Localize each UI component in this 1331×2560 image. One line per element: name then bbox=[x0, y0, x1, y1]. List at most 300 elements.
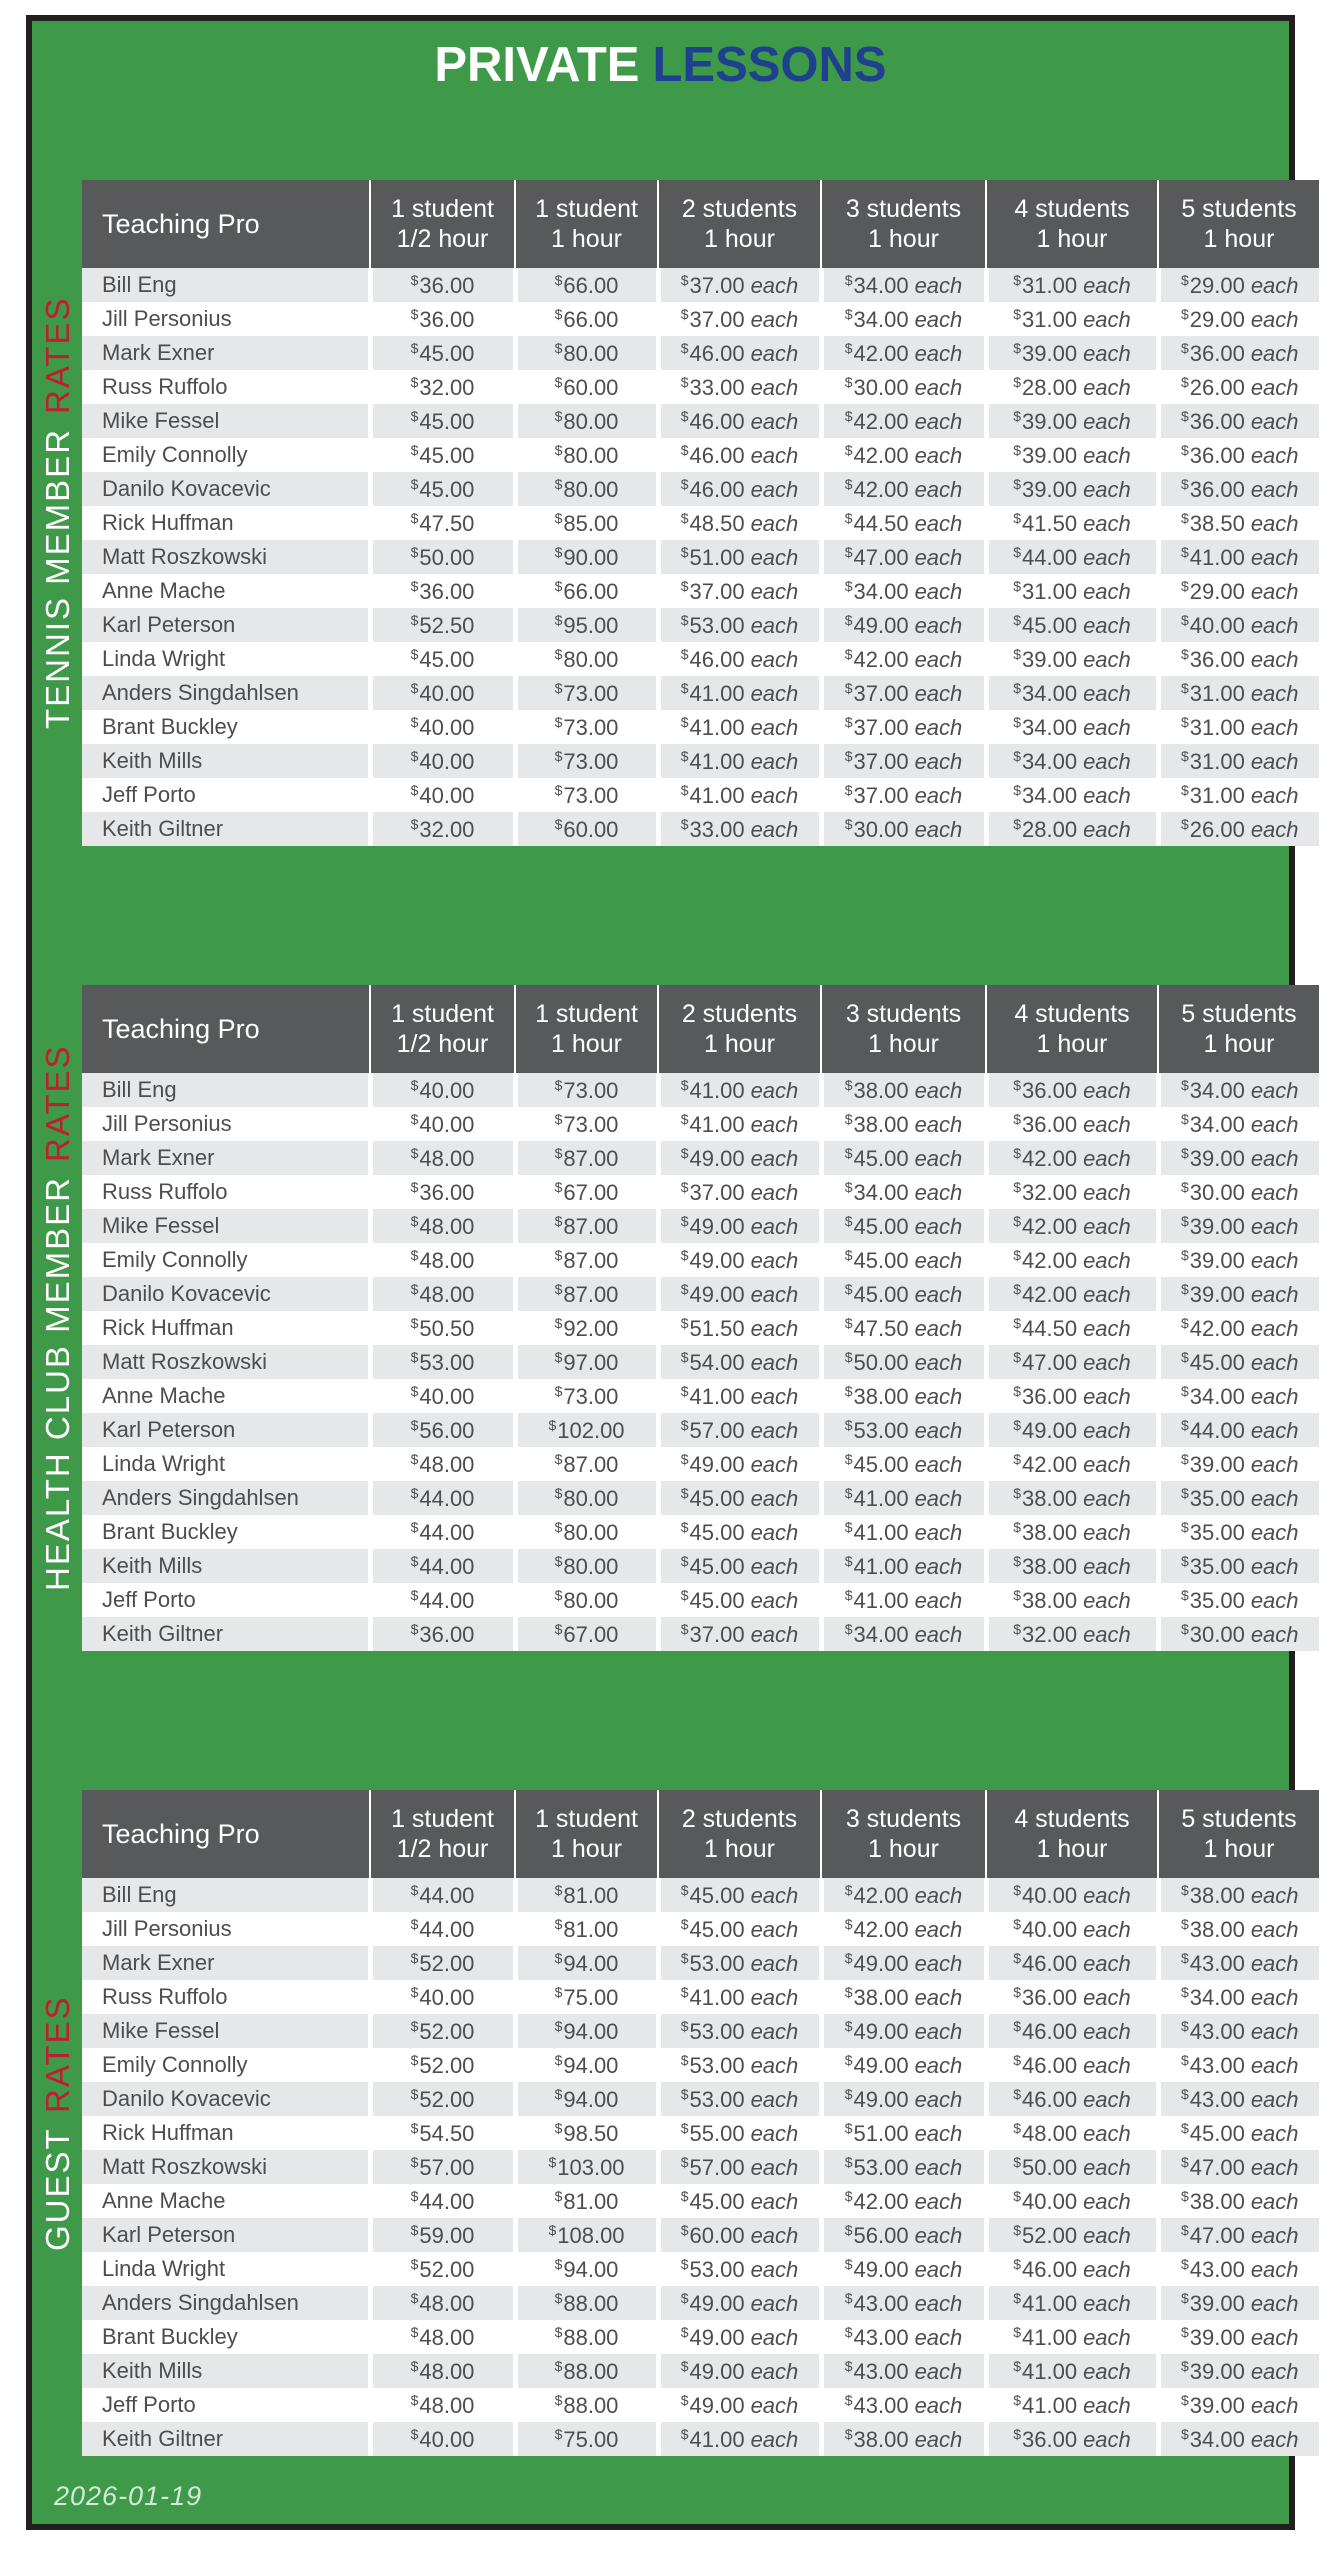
dollar-sign: $ bbox=[844, 475, 853, 492]
price-cell: $88.00 bbox=[515, 2286, 658, 2320]
each-label: each bbox=[1250, 2188, 1299, 2214]
each-label: each bbox=[750, 476, 799, 502]
dollar-sign: $ bbox=[1180, 1552, 1189, 1569]
price-cell: $94.00 bbox=[515, 2082, 658, 2116]
header-row bbox=[82, 180, 1319, 268]
dollar-sign: $ bbox=[844, 1110, 853, 1127]
each-label: each bbox=[1083, 1519, 1131, 1545]
dollar-sign: $ bbox=[410, 2119, 419, 2136]
dollar-sign: $ bbox=[554, 407, 563, 424]
each-label: each bbox=[1083, 2324, 1131, 2350]
dollar-sign: $ bbox=[680, 2221, 689, 2238]
table-row bbox=[82, 506, 1319, 540]
dollar-sign: $ bbox=[1180, 1382, 1189, 1399]
table-row bbox=[82, 1243, 1319, 1277]
price-cell: $45.00 bbox=[370, 642, 515, 676]
dollar-sign: $ bbox=[1013, 815, 1021, 832]
dollar-sign: $ bbox=[1180, 1144, 1189, 1161]
dollar-sign: $ bbox=[844, 2085, 853, 2102]
column-header: 1 student 1/2 hour bbox=[370, 1790, 515, 1878]
price-cell: $36.00 each bbox=[1158, 404, 1319, 438]
price-cell: $43.00 each bbox=[1158, 2014, 1319, 2048]
pro-name-cell: Linda Wright bbox=[102, 1451, 226, 1476]
each-label: each bbox=[1250, 1145, 1299, 1171]
each-label: each bbox=[1083, 1145, 1131, 1171]
each-label: each bbox=[914, 374, 963, 400]
each-label: each bbox=[1083, 2052, 1131, 2078]
each-label: each bbox=[1083, 476, 1131, 502]
each-label: each bbox=[1250, 510, 1299, 536]
price-cell: $49.00 each bbox=[658, 1243, 821, 1277]
guest-rates-table bbox=[82, 1790, 1319, 2456]
each-label: each bbox=[914, 1281, 963, 1307]
dollar-sign: $ bbox=[554, 373, 563, 390]
dollar-sign: $ bbox=[1180, 2187, 1189, 2204]
price-cell: $34.00 each bbox=[986, 710, 1158, 744]
dollar-sign: $ bbox=[1180, 1212, 1189, 1229]
each-label: each bbox=[750, 510, 799, 536]
dollar-sign: $ bbox=[844, 781, 853, 798]
price-cell: $31.00 each bbox=[986, 268, 1158, 302]
each-label: each bbox=[1083, 2256, 1131, 2282]
price-cell: $87.00 bbox=[515, 1447, 658, 1481]
dollar-sign: $ bbox=[1013, 1348, 1021, 1365]
each-label: each bbox=[914, 680, 963, 706]
dollar-sign: $ bbox=[554, 611, 563, 628]
price-cell: $46.00 each bbox=[986, 2014, 1158, 2048]
price-cell: $55.00 each bbox=[658, 2116, 821, 2150]
dollar-sign: $ bbox=[680, 441, 689, 458]
dollar-sign: $ bbox=[680, 1949, 689, 1966]
pro-name-cell: Emily Connolly bbox=[102, 2052, 248, 2077]
price-cell: $41.00 each bbox=[658, 744, 821, 778]
table-row bbox=[82, 1878, 1319, 1912]
dollar-sign: $ bbox=[844, 1382, 853, 1399]
each-label: each bbox=[750, 2290, 799, 2316]
dollar-sign: $ bbox=[1013, 1314, 1021, 1331]
price-cell: $31.00 each bbox=[1158, 778, 1319, 812]
each-label: each bbox=[914, 748, 963, 774]
price-cell: $40.00 each bbox=[986, 1912, 1158, 1946]
price-cell: $46.00 each bbox=[986, 2252, 1158, 2286]
price-cell: $40.00 bbox=[370, 676, 515, 710]
price-cell: $37.00 each bbox=[658, 1617, 821, 1651]
column-header: 1 student 1 hour bbox=[515, 985, 658, 1073]
price-cell: $48.00 bbox=[370, 1447, 515, 1481]
dollar-sign: $ bbox=[680, 2289, 689, 2306]
dollar-sign: $ bbox=[844, 1076, 853, 1093]
dollar-sign: $ bbox=[680, 1280, 689, 1297]
each-label: each bbox=[750, 340, 799, 366]
section-guest-rates bbox=[39, 1790, 1299, 2456]
dollar-sign: $ bbox=[554, 1246, 563, 1263]
price-cell: $47.00 each bbox=[1158, 2150, 1319, 2184]
pro-name-cell: Matt Roszkowski bbox=[102, 544, 268, 569]
price-cell: $43.00 each bbox=[821, 2320, 986, 2354]
each-label: each bbox=[1250, 1553, 1299, 1579]
dollar-sign: $ bbox=[680, 2187, 689, 2204]
dollar-sign: $ bbox=[554, 2051, 563, 2068]
price-cell: $49.00 each bbox=[658, 1141, 821, 1175]
price-cell: $45.00 each bbox=[986, 608, 1158, 642]
price-cell: $52.00 each bbox=[986, 2218, 1158, 2252]
dollar-sign: $ bbox=[844, 2153, 853, 2170]
dollar-sign: $ bbox=[844, 1915, 853, 1932]
dollar-sign: $ bbox=[1180, 2323, 1189, 2340]
price-cell: $60.00 bbox=[515, 812, 658, 846]
dollar-sign: $ bbox=[844, 1983, 853, 2000]
dollar-sign: $ bbox=[1013, 747, 1021, 764]
dollar-sign: $ bbox=[680, 1586, 689, 1603]
each-label: each bbox=[750, 1281, 799, 1307]
each-label: each bbox=[1083, 816, 1131, 842]
dollar-sign: $ bbox=[1180, 1280, 1189, 1297]
price-cell: $41.00 each bbox=[986, 2354, 1158, 2388]
price-cell: $88.00 bbox=[515, 2320, 658, 2354]
dollar-sign: $ bbox=[1013, 1586, 1021, 1603]
price-cell: $38.00 each bbox=[986, 1583, 1158, 1617]
price-cell: $44.00 bbox=[370, 1912, 515, 1946]
price-cell: $34.00 each bbox=[1158, 2422, 1319, 2456]
price-cell: $92.00 bbox=[515, 1311, 658, 1345]
dollar-sign: $ bbox=[554, 1212, 563, 1229]
pro-name-cell: Anders Singdahlsen bbox=[102, 2290, 299, 2315]
each-label: each bbox=[1250, 646, 1299, 672]
table-row bbox=[82, 404, 1319, 438]
dollar-sign: $ bbox=[844, 1518, 853, 1535]
each-label: each bbox=[750, 408, 799, 434]
each-label: each bbox=[1083, 782, 1131, 808]
section-label-main: HEALTH CLUB MEMBER bbox=[39, 1176, 76, 1592]
each-label: each bbox=[914, 1451, 963, 1477]
dollar-sign: $ bbox=[554, 441, 563, 458]
each-label: each bbox=[750, 1553, 799, 1579]
price-cell: $80.00 bbox=[515, 438, 658, 472]
each-label: each bbox=[1083, 1451, 1131, 1477]
price-cell: $40.00 bbox=[370, 2422, 515, 2456]
dollar-sign: $ bbox=[1180, 611, 1189, 628]
price-cell: $97.00 bbox=[515, 1345, 658, 1379]
price-cell: $53.00 each bbox=[658, 1946, 821, 1980]
price-cell: $42.00 each bbox=[986, 1447, 1158, 1481]
pro-name-cell: Linda Wright bbox=[102, 2256, 226, 2281]
price-cell: $36.00 each bbox=[1158, 642, 1319, 676]
price-cell: $42.00 each bbox=[821, 2184, 986, 2218]
each-label: each bbox=[1083, 1984, 1131, 2010]
each-label: each bbox=[1250, 680, 1299, 706]
dollar-sign: $ bbox=[410, 679, 419, 696]
dollar-sign: $ bbox=[844, 1314, 853, 1331]
table-row bbox=[82, 302, 1319, 336]
price-cell: $49.00 each bbox=[821, 608, 986, 642]
dollar-sign: $ bbox=[844, 1586, 853, 1603]
each-label: each bbox=[1083, 1916, 1131, 1942]
price-cell: $94.00 bbox=[515, 2252, 658, 2286]
column-header: 2 students 1 hour bbox=[658, 985, 821, 1073]
price-cell: $73.00 bbox=[515, 710, 658, 744]
price-cell: $40.00 bbox=[370, 778, 515, 812]
price-cell: $49.00 each bbox=[658, 2320, 821, 2354]
dollar-sign: $ bbox=[1013, 2017, 1021, 2034]
price-cell: $31.00 each bbox=[1158, 710, 1319, 744]
price-cell: $38.00 each bbox=[821, 1073, 986, 1107]
each-label: each bbox=[914, 1553, 963, 1579]
dollar-sign: $ bbox=[1180, 1620, 1189, 1637]
price-cell: $46.00 each bbox=[658, 642, 821, 676]
dollar-sign: $ bbox=[548, 2153, 557, 2170]
column-header: 3 students 1 hour bbox=[821, 985, 986, 1073]
each-label: each bbox=[1083, 2018, 1131, 2044]
pro-name-cell: Rick Huffman bbox=[102, 1315, 234, 1340]
price-cell: $48.50 each bbox=[658, 506, 821, 540]
price-cell: $33.00 each bbox=[658, 370, 821, 404]
each-label: each bbox=[750, 2052, 799, 2078]
each-label: each bbox=[1250, 2052, 1299, 2078]
pro-name-cell: Anne Mache bbox=[102, 2188, 226, 2213]
table-row bbox=[82, 1413, 1319, 1447]
each-label: each bbox=[1250, 408, 1299, 434]
table-row bbox=[82, 1073, 1319, 1107]
each-label: each bbox=[750, 272, 799, 298]
dollar-sign: $ bbox=[844, 815, 853, 832]
table-row bbox=[82, 1515, 1319, 1549]
table-row bbox=[82, 2320, 1319, 2354]
dollar-sign: $ bbox=[1180, 781, 1189, 798]
each-label: each bbox=[914, 2188, 963, 2214]
pro-name-cell: Keith Mills bbox=[102, 748, 203, 773]
dollar-sign: $ bbox=[680, 781, 689, 798]
dollar-sign: $ bbox=[554, 1382, 563, 1399]
dollar-sign: $ bbox=[680, 1110, 689, 1127]
each-label: each bbox=[1083, 578, 1131, 604]
dollar-sign: $ bbox=[1013, 1416, 1021, 1433]
each-label: each bbox=[914, 578, 963, 604]
dollar-sign: $ bbox=[680, 679, 689, 696]
each-label: each bbox=[1250, 1383, 1299, 1409]
each-label: each bbox=[1083, 1950, 1131, 1976]
dollar-sign: $ bbox=[680, 1144, 689, 1161]
price-cell: $38.50 each bbox=[1158, 506, 1319, 540]
price-cell: $67.00 bbox=[515, 1617, 658, 1651]
each-label: each bbox=[750, 680, 799, 706]
price-cell: $48.00 bbox=[370, 1277, 515, 1311]
dollar-sign: $ bbox=[1180, 2221, 1189, 2238]
each-label: each bbox=[1083, 1281, 1131, 1307]
each-label: each bbox=[914, 2324, 963, 2350]
price-cell: $48.00 bbox=[370, 1141, 515, 1175]
each-label: each bbox=[914, 2120, 963, 2146]
pro-name-cell: Anne Mache bbox=[102, 578, 226, 603]
price-cell: $29.00 each bbox=[1158, 574, 1319, 608]
dollar-sign: $ bbox=[410, 2017, 419, 2034]
price-cell: $45.00 each bbox=[821, 1209, 986, 1243]
table-row bbox=[82, 608, 1319, 642]
each-label: each bbox=[1250, 306, 1299, 332]
table-row bbox=[82, 1980, 1319, 2014]
pro-name-cell: Linda Wright bbox=[102, 646, 226, 671]
price-cell: $37.00 each bbox=[658, 302, 821, 336]
price-cell: $32.00 bbox=[370, 370, 515, 404]
dollar-sign: $ bbox=[844, 2323, 853, 2340]
price-cell: $43.00 each bbox=[1158, 2082, 1319, 2116]
dollar-sign: $ bbox=[1013, 509, 1021, 526]
pro-name-cell: Russ Ruffolo bbox=[102, 1984, 228, 2009]
each-label: each bbox=[1250, 1281, 1299, 1307]
each-label: each bbox=[1083, 2154, 1131, 2180]
dollar-sign: $ bbox=[1013, 1280, 1021, 1297]
price-cell: $94.00 bbox=[515, 2014, 658, 2048]
table-row bbox=[82, 1447, 1319, 1481]
dollar-sign: $ bbox=[680, 1881, 689, 1898]
price-cell: $73.00 bbox=[515, 1379, 658, 1413]
each-label: each bbox=[1250, 1882, 1299, 1908]
price-cell: $36.00 bbox=[370, 1617, 515, 1651]
price-cell: $38.00 each bbox=[821, 2422, 986, 2456]
pro-name-cell: Brant Buckley bbox=[102, 714, 238, 739]
each-label: each bbox=[914, 408, 963, 434]
dollar-sign: $ bbox=[554, 713, 563, 730]
dollar-sign: $ bbox=[554, 1348, 563, 1365]
table-row bbox=[82, 2286, 1319, 2320]
price-cell: $32.00 each bbox=[986, 1617, 1158, 1651]
price-cell: $38.00 each bbox=[821, 1107, 986, 1141]
dollar-sign: $ bbox=[554, 645, 563, 662]
price-cell: $41.00 each bbox=[821, 1481, 986, 1515]
price-cell: $36.00 each bbox=[1158, 336, 1319, 370]
price-cell: $46.00 each bbox=[658, 404, 821, 438]
price-cell: $48.00 bbox=[370, 1243, 515, 1277]
dollar-sign: $ bbox=[680, 1484, 689, 1501]
price-cell: $98.50 bbox=[515, 2116, 658, 2150]
dollar-sign: $ bbox=[680, 1450, 689, 1467]
price-cell: $53.00 each bbox=[658, 2252, 821, 2286]
dollar-sign: $ bbox=[1013, 1881, 1021, 1898]
dollar-sign: $ bbox=[410, 1450, 419, 1467]
dollar-sign: $ bbox=[1180, 815, 1189, 832]
dollar-sign: $ bbox=[554, 815, 563, 832]
price-cell: $48.00 each bbox=[986, 2116, 1158, 2150]
price-cell: $44.00 bbox=[370, 1515, 515, 1549]
dollar-sign: $ bbox=[844, 407, 853, 424]
dollar-sign: $ bbox=[680, 1552, 689, 1569]
price-cell: $30.00 each bbox=[821, 812, 986, 846]
price-cell: $37.00 each bbox=[821, 778, 986, 812]
each-label: each bbox=[1250, 1519, 1299, 1545]
price-cell: $56.00 bbox=[370, 1413, 515, 1447]
each-label: each bbox=[1250, 1213, 1299, 1239]
price-cell: $90.00 bbox=[515, 540, 658, 574]
dollar-sign: $ bbox=[554, 1280, 563, 1297]
price-cell: $87.00 bbox=[515, 1243, 658, 1277]
each-label: each bbox=[1250, 2018, 1299, 2044]
each-label: each bbox=[914, 306, 963, 332]
dollar-sign: $ bbox=[680, 2323, 689, 2340]
price-cell: $30.00 each bbox=[821, 370, 986, 404]
price-cell: $66.00 bbox=[515, 268, 658, 302]
price-cell: $48.00 bbox=[370, 2388, 515, 2422]
pro-name-cell: Russ Ruffolo bbox=[102, 1179, 228, 1204]
dollar-sign: $ bbox=[1013, 781, 1021, 798]
price-cell: $34.00 each bbox=[821, 574, 986, 608]
each-label: each bbox=[1083, 1077, 1131, 1103]
dollar-sign: $ bbox=[410, 509, 419, 526]
price-cell: $35.00 each bbox=[1158, 1583, 1319, 1617]
dollar-sign: $ bbox=[680, 543, 689, 560]
price-cell: $46.00 each bbox=[658, 336, 821, 370]
price-cell: $38.00 each bbox=[986, 1549, 1158, 1583]
dollar-sign: $ bbox=[554, 679, 563, 696]
dollar-sign: $ bbox=[680, 475, 689, 492]
each-label: each bbox=[1250, 1349, 1299, 1375]
price-cell: $47.50 bbox=[370, 506, 515, 540]
each-label: each bbox=[1083, 748, 1131, 774]
price-cell: $46.00 each bbox=[986, 2082, 1158, 2116]
each-label: each bbox=[914, 2052, 963, 2078]
dollar-sign: $ bbox=[1013, 271, 1021, 288]
each-label: each bbox=[914, 1417, 963, 1443]
dollar-sign: $ bbox=[410, 2391, 419, 2408]
each-label: each bbox=[1083, 442, 1131, 468]
dollar-sign: $ bbox=[844, 1552, 853, 1569]
dollar-sign: $ bbox=[410, 2221, 419, 2238]
each-label: each bbox=[750, 2188, 799, 2214]
price-cell: $35.00 each bbox=[1158, 1549, 1319, 1583]
table-row bbox=[82, 2422, 1319, 2456]
dollar-sign: $ bbox=[410, 1144, 419, 1161]
price-cell: $43.00 each bbox=[1158, 2048, 1319, 2082]
price-cell: $40.00 each bbox=[986, 1878, 1158, 1912]
pro-name-cell: Keith Mills bbox=[102, 2358, 203, 2383]
price-cell: $36.00 each bbox=[1158, 438, 1319, 472]
price-cell: $95.00 bbox=[515, 608, 658, 642]
dollar-sign: $ bbox=[1180, 1178, 1189, 1195]
dollar-sign: $ bbox=[1013, 713, 1021, 730]
dollar-sign: $ bbox=[1013, 339, 1021, 356]
table-row bbox=[82, 2388, 1319, 2422]
price-cell: $41.00 each bbox=[986, 2320, 1158, 2354]
price-cell: $30.00 each bbox=[1158, 1617, 1319, 1651]
each-label: each bbox=[1083, 1315, 1131, 1341]
each-label: each bbox=[750, 1417, 799, 1443]
price-cell: $39.00 each bbox=[986, 472, 1158, 506]
dollar-sign: $ bbox=[1013, 475, 1021, 492]
each-label: each bbox=[1250, 2086, 1299, 2112]
price-cell: $103.00 bbox=[515, 2150, 658, 2184]
dollar-sign: $ bbox=[680, 1983, 689, 2000]
price-cell: $57.00 each bbox=[658, 1413, 821, 1447]
dollar-sign: $ bbox=[1013, 1212, 1021, 1229]
table-row bbox=[82, 1311, 1319, 1345]
section-label-rates: RATES bbox=[39, 1044, 76, 1163]
table-row bbox=[82, 370, 1319, 404]
each-label: each bbox=[750, 1349, 799, 1375]
price-cell: $53.00 bbox=[370, 1345, 515, 1379]
column-header-teaching-pro: Teaching Pro bbox=[102, 1014, 260, 1044]
dollar-sign: $ bbox=[680, 1915, 689, 1932]
dollar-sign: $ bbox=[410, 1983, 419, 2000]
dollar-sign: $ bbox=[1013, 2187, 1021, 2204]
each-label: each bbox=[1083, 714, 1131, 740]
each-label: each bbox=[1250, 1247, 1299, 1273]
price-cell: $46.00 each bbox=[986, 2048, 1158, 2082]
dollar-sign: $ bbox=[1180, 1450, 1189, 1467]
price-cell: $37.00 each bbox=[821, 710, 986, 744]
dollar-sign: $ bbox=[680, 1246, 689, 1263]
each-label: each bbox=[1250, 1417, 1299, 1443]
each-label: each bbox=[1083, 1213, 1131, 1239]
pro-name-cell: Jeff Porto bbox=[102, 1587, 196, 1612]
pro-name-cell: Emily Connolly bbox=[102, 442, 248, 467]
